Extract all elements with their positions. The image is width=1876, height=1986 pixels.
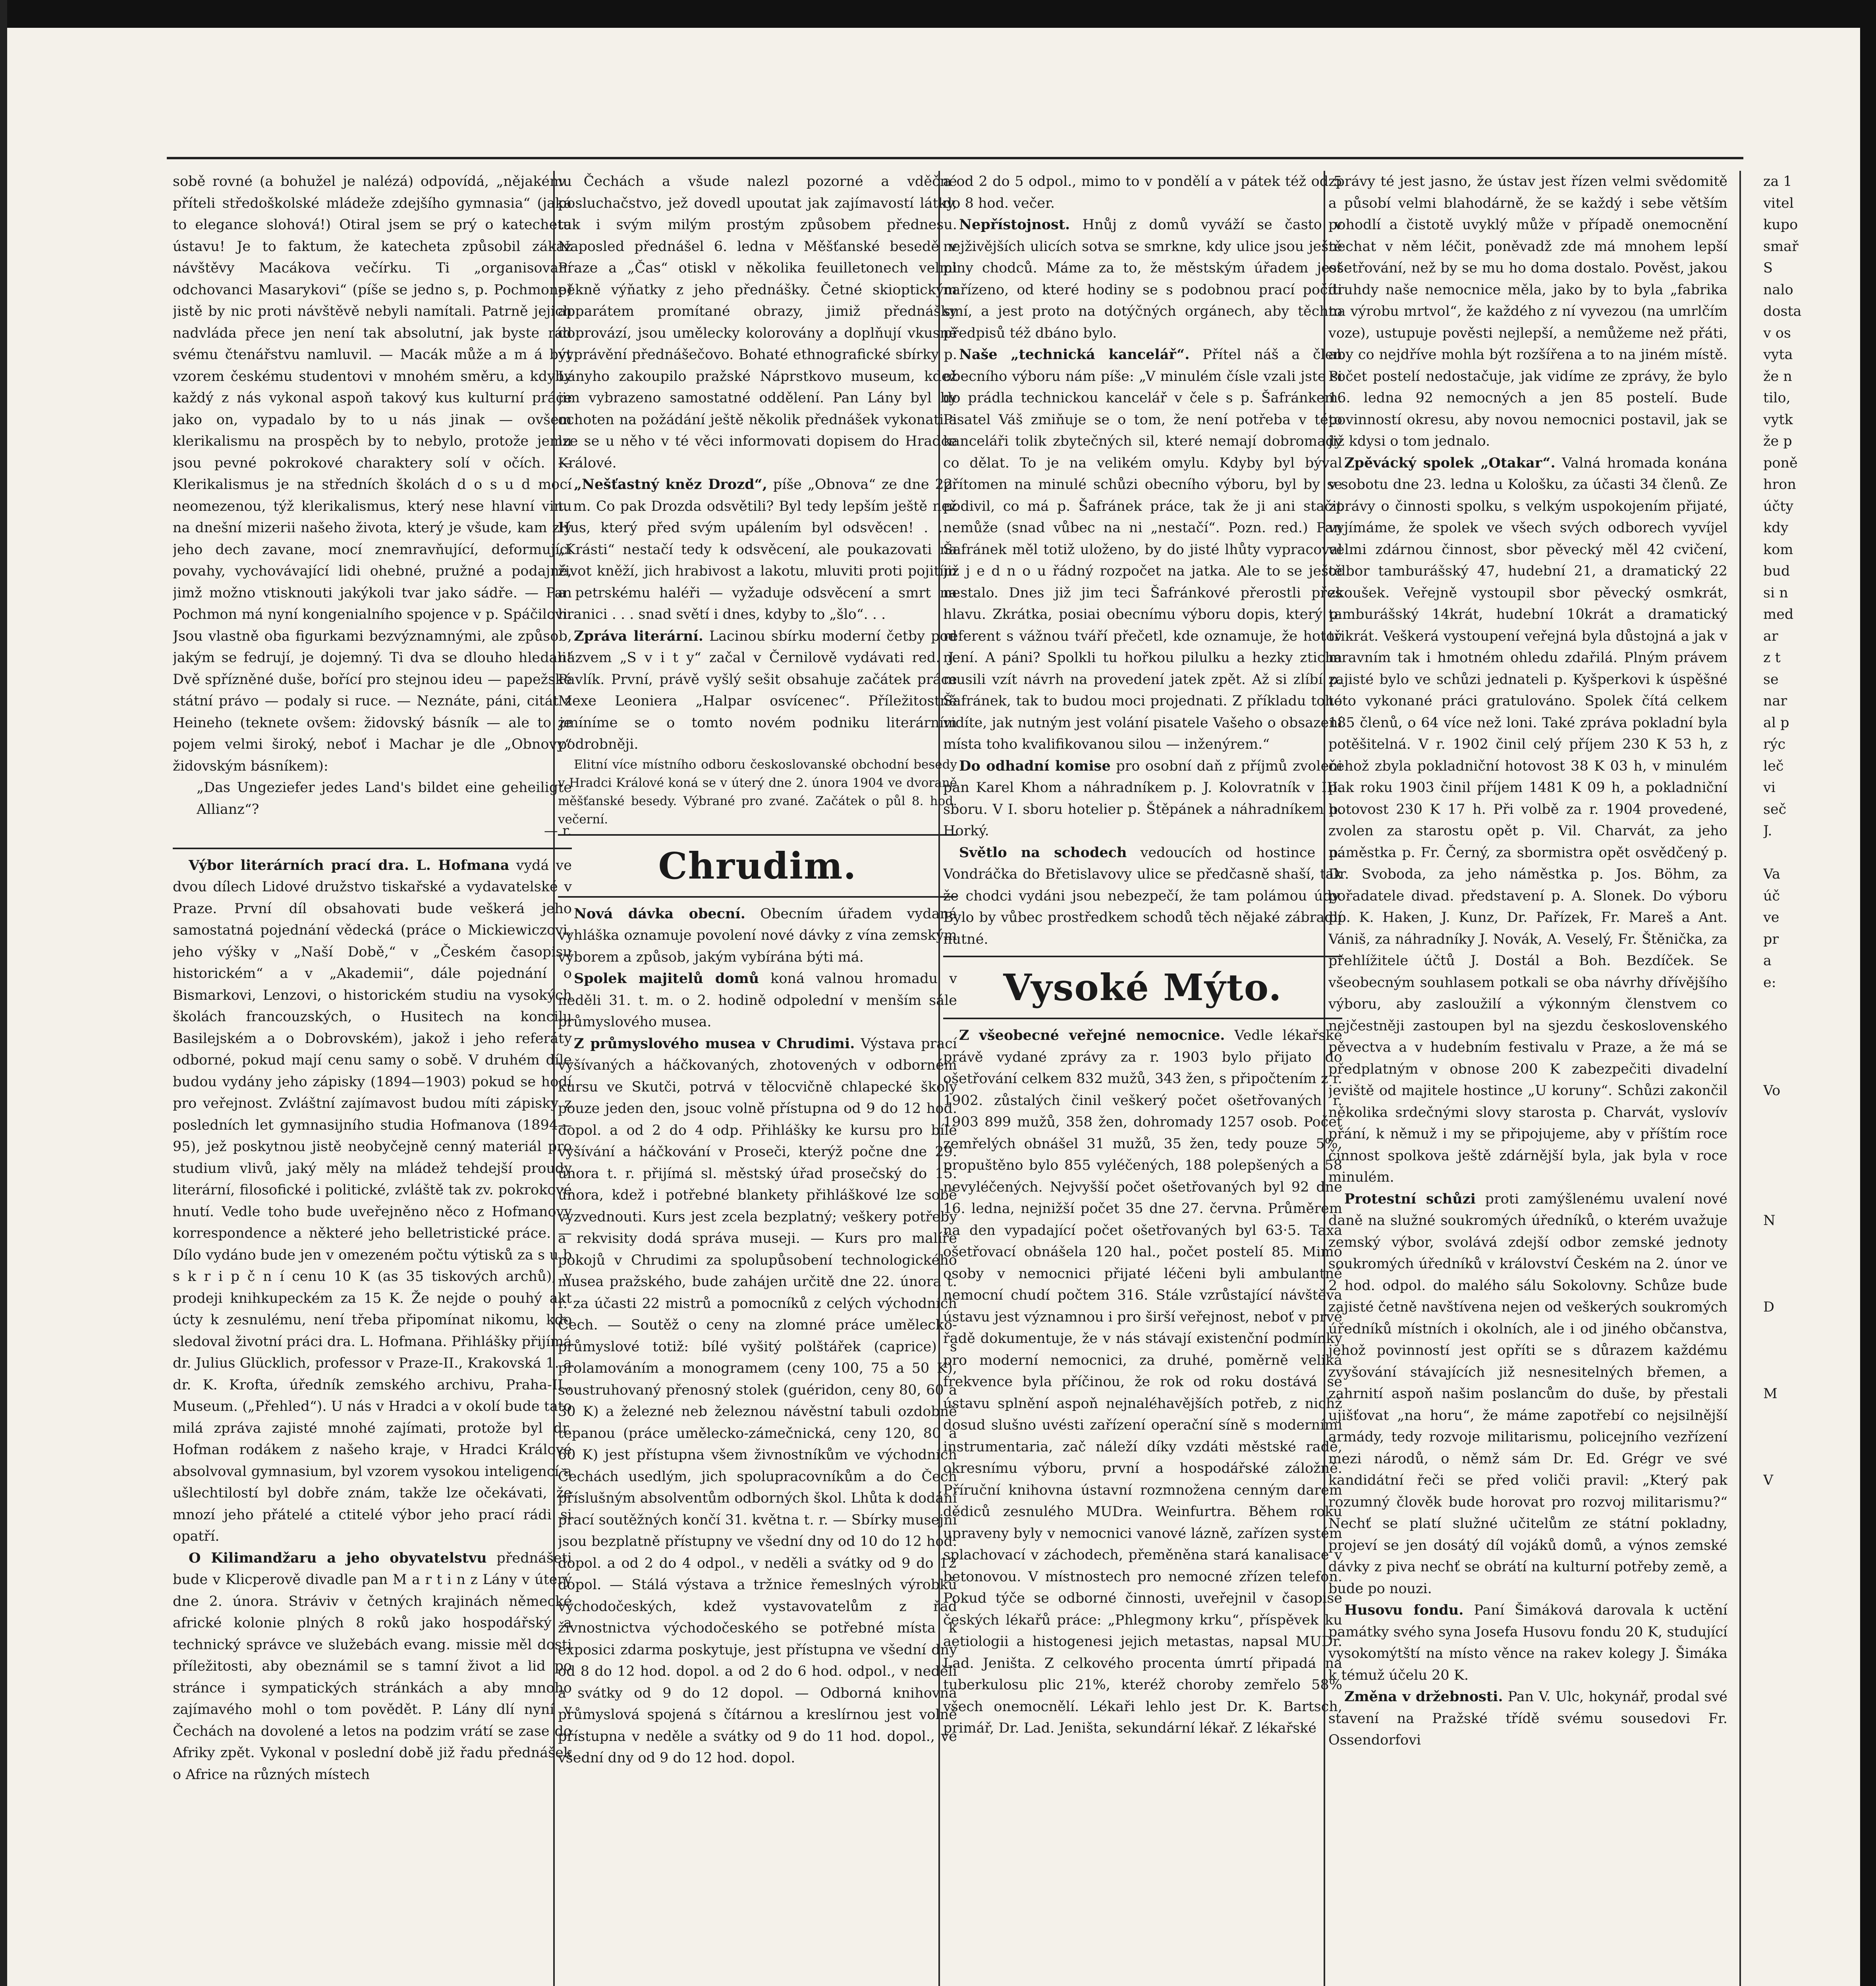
edge-line: [1763, 1188, 1862, 1210]
edge-line: pr: [1763, 931, 1779, 947]
article-title: Husovu fondu.: [1344, 1602, 1464, 1618]
edge-line: N: [1763, 1213, 1776, 1229]
edge-line: ar: [1763, 628, 1778, 644]
article-drozd: [558, 474, 957, 626]
article-paragraph: zprávy té jest jasno, že ústav jest řízen velmi svědomitě a působí velmi blahodárně, že se každý i sebe větším pohodlí a čistotě uvyklý může v případě onemocnění nechat v něm léčit, poněvadž zde má mnohem lepší ošetřování, než by se mu ho doma dostalo. Pověst, jakou druhdy naše nemocnice měla, jako by to byla „fabrika na výrobu mrtvol“, že každého z ní vyvezou (na umrlčím voze), ustupuje pověsti nejlepší, a nemůžeme než přáti, aby co nejdříve mohla být rozšířena a to na jiném místě. Počet postelí nedostačuje, jak vidíme ze zprávy, že bylo 16. ledna 92 nemocných a jen 85 postelí. Bude povinností okresu, aby novou nemocnici postavil, jak se již kdysi o tom jednalo.: [1328, 174, 1727, 449]
article-body: přednášeti bude v Klicperově divadle pan M a r t i n z Lány v úterý dne 2. února. Stráviv v četných krajinách německé africké kolonie plných 8 roků jako hospodářský a technický správce ve služebách evang. missie měl dosti příležitosti, aby obeznámil se s tamní život a lid po stránce i sympatických stránkách a aby mnoho zajímavého mohl o tom povědět. P. Lány dlí nyní v Čechách na dovolené a letos na podzim vrátí se zase do Afriky zpět. Vykonal v poslední době již řadu přednášek o Africe na různých místech: [173, 1550, 572, 1783]
edge-line: kupo: [1763, 217, 1798, 233]
article-nemocnice: [943, 1025, 1342, 1739]
edge-line: al p: [1763, 715, 1789, 731]
edge-line: tilo,: [1763, 390, 1791, 406]
edge-line: bud: [1763, 563, 1790, 579]
edge-line: nalo: [1763, 282, 1793, 298]
article-husuv-fond: [1328, 1600, 1727, 1686]
section-heading-chrudim: Chrudim.: [658, 844, 857, 887]
edge-line: [1763, 1362, 1862, 1383]
edge-line: M: [1763, 1386, 1778, 1402]
column-2: [558, 171, 957, 1986]
article-title: Změna v držebnosti.: [1344, 1688, 1503, 1705]
scan-border-right: [1860, 0, 1876, 1986]
article-body: koná valnou hromadu v neděli 31. t. m. o 2. hodině odpolední v menším sále průmyslového musea.: [558, 971, 957, 1030]
article-body: Vedle lékařské právě vydané zprávy za r. 1903 bylo přijato do ošetřování celkem 832 mužů, 343 žen, s připočtením z r. 1902. zůstalých činil veškerý počet ošetřovaných r. 1903 899 mužů, 358 žen, dohromady 1257 osob. Počet zemřelých obnášel 31 mužů, 35 žen, tedy pouze 5%, propuštěno bylo 855 vyléčených, 188 polepšených a 58 nevyléčených. Nejvyšší počet ošetřovaných byl 92 dne 16. ledna, nejnižší počet 35 dne 27. června. Průměrem na den vypadající počet ošetřovaných byl 63·5. Taxa ošetřovací obnášela 120 hal., počet postelí 85. Mimo osoby v nemocnici přijaté léčeni byli ambulantně nemocní chudí počtem 316. Stále vzrůstající návštěva ústavu jest významnou i pro širší veřejnost, neboť v prvé řadě dokumentuje, že v nás stávají existenční podmínky pro moderní nemocnici, za druhé, poměrně veliká frekvence byla příčinou, že rok od roku dostává se ústavu splnění aspoň nejnaléhavějších potřeb, z nichž dosud slušno uvésti zařízení operační síně s moderními instrumentaria, zač náleží díky vzdáti městské radě, okresnímu výboru, první a hospodářské záložně. Příruční knihovna ústavní rozmnožena cenným darem dědiců zesnulého MUDra. Weinfurtra. Během roku upraveny byly v nemocnici vanové lázně, zařízen systém splachovací v záchodech, přeměněna stará kanalisace v betonovou. V místnostech pro nemocné zřízen telefon. Pokud týče se odborné činnosti, uveřejnil v časopise českých lékařů práce: „Phlegmony krku“, příspěvek ku aetiologii a histogenesi jejich metastas, napsal MUDr. Lad. Jeništa. Z celkového procenta úmrtí připadá na tuberkulosu plic 21%, kteréž choroby zemřelo 58% všech onemocnělí. Lékaři lehlo jest Dr. K. Bartsch, primář, Dr. Lad. Jeništa, sekundární lékař. Z lékařské: [943, 1028, 1342, 1736]
article-body: proti zamýšlenému uvalení nové daně na služné soukromých úředníků, o kterém uvažuje zemský výbor, svolává zdejší odbor zemské jednoty soukromých úředníků v království Českém na 2. únor ve 2 hod. odpol. do malého sálu Sokolovny. Schůze bude zajisté četně navštívena nejen od veškerých soukromých úředníků místních i okolních, ale i od jiného občanstva, jehož povinností jest opříti se s důrazem každému zvyšování stávajících již nesnesitelných břemen, a zahrnití aspoň našim poslancům do duše, by přestali ujišťovat „na horu“, že máme zapotřebí co nejsilnější armády, tedy rozvoje militarismu, policejního vezřízení mezi národů, o němž sám Dr. Ed. Grégr ve své kandidátní řeči se před voliči pravil: „Který pak rozumný člověk bude horovat pro rozvoj militarismu?“ Nechť se platí služné učitelům ze státní pokladny, projeví se jen dosátý díl vojáků domů, a výnos zemské dávky z piva nechť se obrátí na kulturní potřeby země, a bude po nouzi.: [1328, 1191, 1727, 1597]
edge-line: J.: [1763, 823, 1772, 839]
column-4: [1328, 171, 1727, 1986]
edge-line: V: [1763, 1472, 1774, 1488]
section-heading-vysoke-myto: Vysoké Mýto.: [1003, 966, 1282, 1009]
edge-line: kdy: [1763, 520, 1789, 536]
edge-line: S: [1763, 260, 1773, 276]
article-komise: [943, 755, 1342, 842]
edge-line: [1763, 1015, 1862, 1037]
article-body: Valná hromada konána v sobotu dne 23. ledna u Kološku, za účasti 34 členů. Ze zprávy o činnosti spolku, s velkým uspokojením přijaté, vyjímáme, že spolek ve všech svých odborech vyvíjel velmi zdárnou činnost, sbor pěvecký měl 42 cvičení, odbor tamburášský 47, hudební 21, a dramatický 22 zkoušek. Veřejně vystoupil sbor pěvecký osmkrát, tamburášský 14krát, hudební 10krát a dramatický třikrát. Veškerá vystoupení veřejná byla důstojná a jak v mravním tak i hmotném ohledu zdařilá. Plným právem zajisté bylo ve schůzi jednateli p. Kyšperkovi k úspěšné této vykonané práci gratulováno. Spolek čítá celkem 185 členů, o 64 více než loni. Také zpráva pokladní byla potěšitelná. V r. 1902 činil celý příjem 230 K 53 h, z čehož zbyla pokladniční hotovost 38 K 03 h, v minulém pak roku 1903 činil příjem 1481 K 09 h, a pokladniční hotovost 230 K 17 h. Při volbě za r. 1904 provedené, zvolen za starostu opět p. Vil. Charvát, za jeho náměstka p. Fr. Černý, za sbormistra opět osvědčený p. Dr. Svoboda, za jeho náměstka p. Jos. Böhm, za pořadatele divad. představení p. A. Slonek. Do výboru pp. K. Haken, J. Kunz, Dr. Pařízek, Fr. Mareš a Ant. Vániš, za náhradníky J. Novák, A. Veselý, Fr. Štěnička, za přehlížitele účtů J. Dostál a Boh. Bezdíček. Se všeobecným souhlasem potkali se oba návrhy dřívějšího výboru, aby zasloužilí a výkonným členstvem co nejčestněji zastoupen byl na sjezdu československého pěvectva a v hudebním festivalu v Praze, a že má se předplatným v obnose 200 K zabezpečiti divadelní jeviště od majitele hostince „U koruny“. Schůzi zakončil několika srdečnými slovy starosta p. Charvát, vyslovív přání, k němuž i my se připojujeme, aby v příštím roce činnost spolkova ještě zdárnější byla, jak byla v roce minulém.: [1328, 455, 1727, 1185]
article-hofman: [173, 855, 572, 1547]
edge-line: účty: [1763, 498, 1793, 514]
article-body: Obecním úřadem vydaná vyhláška oznamuje povolení nové dávky z vína zemským výborem a způsob, jakým vybírána býti má.: [558, 906, 957, 965]
separator: [558, 834, 957, 836]
edge-line: vi: [1763, 780, 1776, 796]
edge-line: e:: [1763, 974, 1776, 991]
edge-line: že n: [1763, 368, 1792, 384]
edge-line: Vo: [1763, 1083, 1781, 1099]
article-title: Naše „technická kancelář“.: [959, 346, 1190, 363]
scan-border-left: [0, 0, 7, 1986]
edge-line: Va: [1763, 866, 1780, 882]
article-protest: [1328, 1188, 1727, 1600]
edge-line: smař: [1763, 238, 1799, 255]
edge-line: v os: [1763, 325, 1791, 341]
edge-line: [1763, 1426, 1862, 1448]
article-drzebnost: [1328, 1686, 1727, 1751]
article-title: Z všeobecné veřejné nemocnice.: [959, 1027, 1225, 1043]
edge-line: [1763, 993, 1862, 1015]
edge-line: úč: [1763, 888, 1780, 904]
article-title: Protestní schůzi: [1344, 1190, 1476, 1207]
edge-line: [1763, 1275, 1862, 1297]
article-title: Zpráva literární.: [574, 628, 703, 644]
article-body: vedoucích od hostince p. Vondráčka do Břetislavovy ulice se předčasně shaší, tak že chodci vydáni jsou nebezpečí, že tam polámou údy. Bylo by vůbec prostředkem schodů těch nějaké zábradlí nutné.: [943, 844, 1342, 947]
edge-line: že p: [1763, 433, 1792, 449]
edge-line: [1763, 1232, 1862, 1254]
edge-line: [1763, 1318, 1862, 1340]
article-paragraph: sobě rovné (a bohužel je nalézá) odpovídá, „nějakému příteli středoškolské mládeže zdejšího gymnasia“ (jaká to elegance slohová!) Otiral jsem se prý o katechetu ústavu! Je to faktum, že katecheta způsobil zákaz návštěvy Macákova večírku. Ti „organisovaní odchovanci Masarykovi“ (píše se jedno s, p. Pochmone) jistě by nic proti návštěvě nebyli namítali. Patrně jejich nadvláda přece jen není tak absolutní, jak byste rád svému čtenářstvu namluvil. — Macák může a m á být vzorem českému studentovi v mnohém směru, a kdyby každý z nás vykonal aspoň takový kus kulturní práce jako on, vypadalo by to u nás jinak — ovšem klerikalismu na prospěch by to nebylo, protože jemu jsou pevné pokrokové charaktery solí v očích. — Klerikalismus je na středních školách d o s u d mocí neomezenou, týž klerikalismus, který nese hlavní vinu na dnešní mizerii našeho života, který je všude, kam zlý jeho dech zavane, mocí znemravňující, deformující povahy, vychovávající lidi ohebné, pružné a podajné, jimž možno vtisknouti jakýkoli tvar jako sádře. — Pan Pochmon má nyní kongenialního spojence v p. Spáčilovi. Jsou vlastně oba figurkami bezvýznamnými, ale způsob, jakým se fedrují, je dojemný. Ti dva se dlouho hledali! Dvě spřízněné duše, bořící pro stejnou ideu — papežské státní právo — podaly si ruce. — Neznáte, páni, citát z Heineho (teknete ovšem: židovský básník — ale to je pojem velmi široký, neboť i Machar je dle „Obnovy“ židovským básníkem):: [173, 174, 572, 774]
edge-line: D: [1763, 1299, 1775, 1315]
article-body: vydá ve dvou dílech Lidové družstvo tiskařské a vydavatelské v Praze. První díl obsahovati bude veškerá jeho samostatná pojednání vědecká (práce o Mickiewiczovi, jeho výšky v „Naší Době,“ v „Českém časopisu historickém“ a v „Akademii“, dále pojednání o Bismarkovi, Lenzovi, o historickém studiu na vysokých školách francouzských, o Husitech na koncilu Basilejském a o Dobrovském), jakož i jeho referáty odborné, pokud mají cenu samy o sobě. V druhém díle budou vydány jeho zápisky (1894—1903) pokud se hodí pro veřejnost. Zvláštní zajímavost budou míti zápisky z posledních let gymnasijního studia Hofmanova (1894—95), jež poskytnou jistě neobyčejně cenný materiál pro studium vlivů, jaký měly na mládež tehdejší proudy literární, filosofické i politické, zvláště tak zv. pokrokové hnutí. Vedle toho bude uveřejněno něco z Hofmanovy korrespondence a některé jeho belletristické práce. — Dílo vydáno bude jen v omezeném počtu výtisků za s u b s k r i p č n í cenu 10 K (as 35 tiskových archů), v prodeji knihkupeckém za 15 K. Že nejde o pouhý akt úcty k zesnulému, není třeba připomínat nikomu, kdo sledoval životní práci dra. L. Hofmana. Přihlášky přijímá dr. Julius Glücklich, professor v Praze-II., Krakovská 1. a dr. K. Krofta, úředník zemského archivu, Praha-II., Museum. („Přehled“). U nás v Hradci a v okolí bude tato milá zpráva zajisté mnohé zajímati, protože byl dr. Hofman rodákem z našeho kraje, v Hradci Králové absolvoval gymnasium, byl vzorem vysokou inteligencí a ušlechtilostí byl dobře znám, takže lze očekávati, že mnozí jeho přátelé a ctitelé výbor jeho prací rádi si opatří.: [173, 857, 572, 1544]
edge-line: z t: [1763, 650, 1781, 666]
adjacent-page-edge: [1763, 171, 1862, 1986]
article-kilimandzaro: [173, 1547, 572, 1786]
edge-line: [1763, 1448, 1862, 1470]
article-body: Pan V. Ulc, hokynář, prodal své stavení na Pražské třídě svému sousedovi Fr. Ossendorfovi: [1328, 1689, 1727, 1748]
article-body: Hnůj z domů vyváží se často v nejživějších ulicích sotva se smrkne, kdy ulice jsou ještě plny chodců. Máme za to, že městským úřadem jest nařízeno, od které hodiny se s podobnou prací počíti smí, a jest proto na dotýčných orgánech, aby těchto předpisů též dbáno bylo.: [943, 217, 1342, 341]
quote: „Das Ungeziefer jedes Land's bildet eine geheiligte Allianz“?: [197, 780, 572, 817]
article-title: Spolek majitelů domů: [574, 970, 759, 987]
signature: — r.: [544, 823, 572, 839]
top-rule: [167, 157, 1743, 159]
article-kancelar: [943, 344, 1342, 755]
scan-border-top: [0, 0, 1876, 28]
article-title: Z průmyslového musea v Chrudimi.: [574, 1035, 855, 1052]
article-body: Paní Šimáková darovala k uctění památky svého syna Josefa Husovu fondu 20 K, studující vysokomýtští na místo věnce na rakev kolegy J. Šimáka k témuž účelu 20 K.: [1328, 1602, 1727, 1683]
edge-line: leč: [1763, 758, 1784, 774]
edge-line: [1763, 1037, 1862, 1059]
article-body: Výstava prací vyšívaných a háčkovaných, zhotovených v odborném kursu ve Skutči, potrvá v tělocvičně chlapecké školy pouze jeden den, jsouc volně přístupna od 9 do 12 hod. dopol. a od 2 do 4 odp. Přihlášky ke kursu pro bílé vyšívání a háčkování v Proseči, kterýž počne dne 29. února t. r. přijímá sl. městský úřad prosečský do 15. února, kdež i potřebné blankety přihláškové lze sobě vyzvednouti. Kurs jest zcela bezplatný; veškery potřeby a rekvisity dodá správa museji. — Kurs pro malíře pokojů v Chrudimi za spolupůsobení technologického musea pražského, bude zahájen určitě dne 22. února t. r. za účasti 22 mistrů a pomocníků z celých východních Čech. — Soutěž o ceny na zlomné práce umělecko-průmyslové totiž: bílé vyšitý polštářek (caprice) s prolamováním a monogramem (ceny 100, 75 a 50 K), soustruhovaný přenosný stolek (guéridon, ceny 80, 60 a 30 K) a železné neb železnou návěstní tabuli ozdobně tepanou (práce umělecko-zámečnická, ceny 120, 80 a 60 K) jest přístupna všem živnostníkům ve východních Čechách usedlým, jich spolupracovníkům a do Čech příslušným absolventům odborných škol. Lhůta k dodání prací soutěžných končí 31. května t. r. — Sbírky musejní jsou bezplatně přístupny ve všední dny od 10 do 12 hod. dopol. a od 2 do 4 odpol., v neděli a svátky od 9 do 12 dopol. — Stálá výstava a tržnice řemeslných výrobků východočeských, kdež vystavovatelům z řad živnostnictva východočeského se potřebné místa k exposici zdarma poskytuje, jest přístupna ve všední dny od 8 do 12 hod. dopol. a od 2 do 6 hod. odpol., v neděli a svátky od 9 do 12 dopol. — Odborná knihovna průmyslová spojená s čítárnou a kreslírnou jest volně přístupna v neděle a svátky od 9 do 11 hod. dopol., ve všední dny od 9 do 12 hod. dopol.: [558, 1036, 957, 1766]
article-title: Do odhadní komise: [959, 757, 1111, 774]
article-title: Zpěvácký spolek „Otakar“.: [1344, 454, 1556, 471]
article-body: Přítel náš a člen obecního výboru nám píše: „V minulém čísle vzali jste si do prádla technickou kancelář v čele s p. Šafránkem. Pisatel Váš zmiňuje se o tom, že není potřeba v této kanceláři tolik zbytečných sil, které nemají dobromady co dělat. To je na velikém omylu. Kdyby byl býval přítomen na minulé schůzi obecního výboru, byl by se podivil, co má p. Šafránek práce, tak že ji ani stačit nemůže (snad vůbec na ni „nestačí“. Pozn. red.) Pan Šafránek měl totiž uloženo, by do jisté lhůty vypracoval již j e d n o u řádný rozpočet na jatka. Ale to se ještě nestalo. Dnes již jim teci Šafránkové přerostli přes hlavu. Zkrátka, posiai obecnímu výboru dopis, který p. referent s vážnou tváří přečetl, kde oznamuje, že hotov není. A páni? Spolkli tu hořkou pilulku a hezky zticha musili vzít návrh na provedení jatek zpět. Až si zlíbí p. Šafránek, tak to budou moci projednati. Z příkladu toho vidíte, jak nutným jest volání pisatele Vašeho o obsazení místa toho kvalifikovanou silou — inženýrem.“: [943, 347, 1342, 752]
edge-line: [1763, 1145, 1862, 1167]
edge-line: si n: [1763, 585, 1788, 601]
edge-line: [1763, 1102, 1862, 1124]
article-body: pro osobní daň z příjmů zvoleni pan Karel Khom a náhradníkem p. J. Kolovratník v III. sboru. V I. sboru hotelier p. Štěpánek a náhradníkem p. Horký.: [943, 758, 1342, 839]
article-museum: [558, 1033, 957, 1769]
edge-line: a: [1763, 953, 1772, 969]
notice: Elitní více místního odboru českoslovanské obchodní besedy v Hradci Králové koná se v úterý dne 2. února 1904 ve dvoraně měšťanské besedy. Výbrané pro zvané. Začátek o půl 8. hod. večerní.: [558, 757, 957, 827]
edge-line: [1763, 1405, 1862, 1427]
article-title: „Nešťastný kněz Drozd“,: [574, 476, 767, 493]
article-body: Lacinou sbírku moderní četby pod názvem „S v i t y“ začal v Černilově vydávati red. J. Pavlík. První, právě vyšlý sešit obsahuje začátek práce Mexe Leoniera „Halpar osvícenec“. Příležitostně zmíníme se o tomto novém podniku literárním podrobněji.: [558, 628, 957, 752]
column-1: [173, 171, 572, 1986]
edge-line: seč: [1763, 801, 1787, 817]
edge-line: vyta: [1763, 347, 1793, 363]
edge-line: dosta: [1763, 303, 1802, 319]
article-nepristojnost: [943, 214, 1342, 344]
separator: [558, 896, 957, 898]
edge-line: vytk: [1763, 411, 1793, 428]
column-rule: [1739, 171, 1741, 1986]
article-title: Světlo na schodech: [959, 844, 1127, 861]
article-title: Nepřístojnost.: [959, 216, 1070, 233]
column-3: [943, 171, 1342, 1986]
separator: [943, 956, 1342, 957]
article-spolek: [558, 968, 957, 1033]
edge-line: kom: [1763, 541, 1793, 558]
edge-line: poně: [1763, 455, 1798, 471]
edge-line: nar: [1763, 693, 1787, 709]
article-title: Nová dávka obecní.: [574, 905, 745, 922]
edge-line: rýc: [1763, 736, 1786, 752]
edge-line: za 1: [1763, 174, 1792, 189]
edge-line: hron: [1763, 477, 1796, 493]
article-svetlo: [943, 842, 1342, 950]
article-literary: [558, 626, 957, 755]
separator: [943, 1018, 1342, 1019]
edge-line: [1763, 1253, 1862, 1275]
article-davka: [558, 903, 957, 968]
edge-line: ve: [1763, 910, 1779, 925]
edge-line: [1763, 1123, 1862, 1145]
edge-line: se: [1763, 671, 1779, 688]
article-title: O Kilimandžaru a jeho obyvatelstvu: [189, 1549, 487, 1566]
article-paragraph: v Čechách a všude nalezl pozorné a vděčné posluchačstvo, jež dovedl upoutat jak zajímavostí látky, tak i svým milým prostým způsobem přednesu. Naposled přednášel 6. ledna v Měšťanské besedě v Praze a „Čas“ otiskl v několika feuilletonech velmi pěkně výňatky z jeho přednášky. Četné skioptickým apparátem promítané obrazy, jimiž přednášky doprovází, jsou umělecky kolorovány a doplňují vkusně vyprávění přednášečovo. Bohaté ethnografické sbírky p. Lányho zakoupilo pražské Náprstkovo museum, kdež jim vybrazeno samostatné oddělení. Pan Lány byl by ochoten na požádání ještě několik přednášek vykonati a lze se u něho v té věci informovati dopisem do Hradce Králové.: [558, 174, 957, 471]
edge-line: med: [1763, 607, 1794, 622]
edge-line: [1763, 842, 1862, 864]
separator: [173, 848, 572, 849]
edge-line: [1763, 1059, 1862, 1080]
article-body: píše „Obnova“ ze dne 22. t. m. Co pak Drozda odsvětili? Byl tedy lepším ještě než Hus, který před svým upálením byl odsvěcen! . . . „Krásti“ nestačí tedy k odsvěcení, ale poukazovati na život kněží, jich hrabivost a lakotu, mluviti proti pojitím a petrskému haléři — vyžaduje odsvěcení a smrt na hranici . . . snad světí i dnes, kdyby to „šlo“. . .: [558, 477, 957, 622]
edge-line: vitel: [1763, 195, 1794, 211]
article-title: Výbor literárních prací dra. L. Hofmana: [189, 857, 510, 873]
edge-line: [1763, 1167, 1862, 1188]
article-otakar: [1328, 452, 1727, 1188]
edge-line: [1763, 1340, 1862, 1362]
article-paragraph: a od 2 do 5 odpol., mimo to v pondělí a v pátek též od 5 do 8 hod. večer.: [943, 174, 1342, 211]
